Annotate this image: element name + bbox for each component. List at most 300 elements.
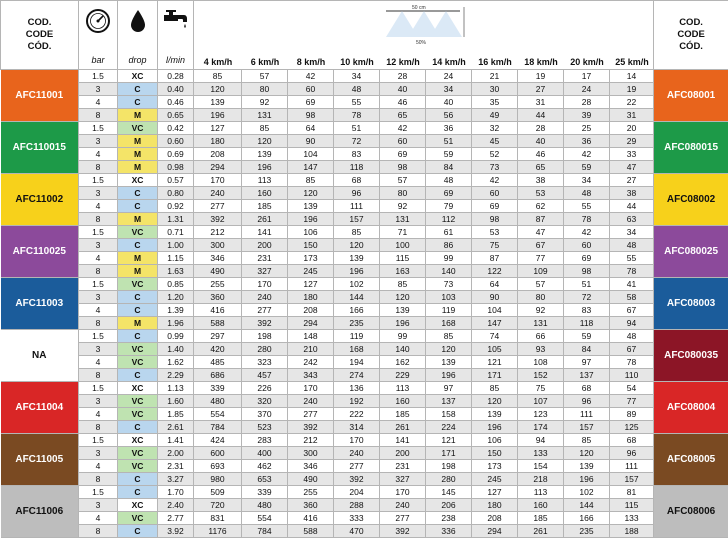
application-rate-value: 280 [242,343,288,356]
pressure-value: 1.5 [79,278,118,291]
application-rate-value: 245 [472,473,518,486]
flow-rate-value: 1.15 [158,252,194,265]
application-rate-value: 42 [564,226,610,239]
application-rate-value: 73 [426,278,472,291]
application-rate-value: 106 [288,226,334,239]
pressure-value: 4 [79,252,118,265]
droplet-class: C [118,421,158,434]
application-rate-value: 120 [242,135,288,148]
application-rate-value: 139 [472,408,518,421]
application-rate-value: 85 [242,122,288,135]
header-row [1,1,728,70]
application-rate-value: 509 [194,486,242,499]
table-row [1,317,728,330]
application-rate-value: 118 [564,317,610,330]
application-rate-value: 39 [564,109,610,122]
application-rate-value: 170 [288,382,334,395]
application-rate-value: 208 [288,304,334,317]
pressure-value: 8 [79,421,118,434]
application-rate-value: 218 [518,473,564,486]
code-header-right-line: CODE [677,29,705,40]
application-rate-value: 144 [564,499,610,512]
speed-header: 4 km/h [203,57,233,67]
droplet-class: M [118,109,158,122]
speed-header: 6 km/h [250,57,280,67]
application-rate-value: 320 [242,395,288,408]
pressure-value: 3 [79,135,118,148]
pressure-value: 3 [79,499,118,512]
application-rate-value: 300 [194,239,242,252]
application-rate-value: 19 [518,70,564,83]
application-rate-value: 60 [380,135,426,148]
application-rate-value: 64 [288,122,334,135]
table-row [1,382,728,395]
application-rate-value: 168 [426,317,472,330]
application-rate-value: 208 [472,512,518,525]
application-rate-value: 19 [610,83,654,96]
nozzle-code-left: AFC110015 [1,122,79,174]
pressure-value: 8 [79,161,118,174]
application-rate-value: 36 [564,135,610,148]
application-rate-value: 600 [194,447,242,460]
application-rate-value: 123 [518,408,564,421]
flow-rate-value: 0.71 [158,226,194,239]
application-rate-value: 653 [242,473,288,486]
speed-header: 18 km/h [524,57,558,67]
pressure-value: 8 [79,317,118,330]
droplet-class: C [118,96,158,109]
application-rate-value: 554 [194,408,242,421]
flow-rate-value: 1.70 [158,486,194,499]
application-rate-value: 277 [194,200,242,213]
application-rate-value: 162 [380,356,426,369]
application-rate-value: 111 [564,408,610,421]
application-rate-value: 173 [472,460,518,473]
application-rate-value: 58 [610,291,654,304]
application-rate-value: 420 [194,343,242,356]
application-rate-value: 424 [194,434,242,447]
application-rate-value: 94 [518,434,564,447]
faucet-icon [162,9,190,33]
pressure-value: 3 [79,395,118,408]
droplet-class: XC [118,382,158,395]
code-header-right [654,1,728,70]
table-row [1,291,728,304]
application-rate-value: 48 [564,187,610,200]
drop-header [118,1,158,70]
application-rate-value: 261 [380,421,426,434]
application-rate-value: 283 [242,434,288,447]
application-rate-value: 25 [564,122,610,135]
application-rate-value: 140 [380,343,426,356]
application-rate-value: 85 [194,70,242,83]
application-rate-value: 392 [334,473,380,486]
application-rate-value: 111 [610,460,654,473]
application-rate-value: 240 [334,447,380,460]
application-rate-value: 47 [610,161,654,174]
application-rate-value: 200 [380,447,426,460]
application-rate-value: 62 [518,200,564,213]
application-rate-value: 238 [426,512,472,525]
droplet-class: M [118,161,158,174]
application-rate-value: 196 [564,473,610,486]
application-rate-value: 141 [242,226,288,239]
application-rate-value: 120 [564,447,610,460]
application-rate-value: 120 [472,395,518,408]
application-rate-value: 102 [564,486,610,499]
droplet-class: VC [118,278,158,291]
application-rate-value: 240 [288,395,334,408]
application-rate-value: 588 [288,525,334,538]
application-rate-value: 86 [426,239,472,252]
droplet-class: VC [118,356,158,369]
application-rate-value: 75 [518,382,564,395]
speed-header: 12 km/h [386,57,420,67]
application-rate-value: 196 [288,213,334,226]
application-rate-value: 51 [564,278,610,291]
flow-rate-value: 1.60 [158,395,194,408]
code-header-left-line: CÓD. [27,41,52,52]
droplet-class: VC [118,395,158,408]
application-rate-value: 196 [194,109,242,122]
application-rate-value: 85 [334,226,380,239]
bar-label: bar [91,55,105,65]
application-rate-value: 261 [518,525,564,538]
application-rate-value: 231 [380,460,426,473]
nozzle-code-left: AFC11001 [1,70,79,122]
application-rate-value: 69 [564,252,610,265]
application-rate-value: 173 [288,252,334,265]
application-rate-value: 42 [472,174,518,187]
application-rate-value: 333 [334,512,380,525]
application-rate-value: 720 [194,499,242,512]
flow-rate-value: 0.40 [158,83,194,96]
application-rate-value: 48 [334,83,380,96]
application-rate-value: 137 [426,395,472,408]
application-rate-value: 157 [334,213,380,226]
application-rate-value: 69 [472,200,518,213]
pressure-value: 4 [79,512,118,525]
table-row [1,96,728,109]
droplet-class: C [118,525,158,538]
droplet-class: XC [118,174,158,187]
application-rate-value: 51 [334,122,380,135]
droplet-class: VC [118,343,158,356]
application-rate-value: 240 [242,291,288,304]
flow-rate-value: 0.69 [158,148,194,161]
application-rate-value: 59 [564,330,610,343]
application-rate-value: 83 [334,148,380,161]
application-rate-value: 294 [194,161,242,174]
lmin-label: l/min [165,55,185,65]
application-rate-value: 125 [610,421,654,434]
application-rate-value: 87 [472,252,518,265]
application-rate-value: 48 [426,174,472,187]
application-rate-value: 121 [426,434,472,447]
drop-label: drop [128,55,147,65]
application-rate-value: 137 [564,369,610,382]
nozzle-code-left: AFC110025 [1,226,79,278]
flow-rate-value: 1.62 [158,356,194,369]
pressure-value: 8 [79,265,118,278]
application-rate-value: 288 [334,499,380,512]
application-rate-value: 157 [610,473,654,486]
flow-rate-value: 0.42 [158,122,194,135]
application-rate-value: 24 [564,83,610,96]
flow-rate-value: 1.39 [158,304,194,317]
application-rate-value: 327 [242,265,288,278]
application-rate-value: 784 [194,421,242,434]
droplet-class: VC [118,447,158,460]
flow-rate-value: 1.13 [158,382,194,395]
droplet-class: C [118,200,158,213]
nozzle-code-left: AFC11004 [1,382,79,434]
droplet-class: M [118,135,158,148]
application-rate-value: 831 [194,512,242,525]
application-rate-value: 231 [242,252,288,265]
pressure-value: 1.5 [79,330,118,343]
application-rate-value: 157 [564,421,610,434]
droplet-class: VC [118,460,158,473]
application-rate-value: 61 [426,226,472,239]
code-header-right-line: COD. [679,17,703,28]
application-rate-value: 57 [242,70,288,83]
application-rate-value: 105 [472,343,518,356]
code-header-left [1,1,79,70]
application-rate-value: 55 [334,96,380,109]
application-rate-value: 98 [472,213,518,226]
application-rate-value: 392 [242,317,288,330]
flow-rate-value: 3.92 [158,525,194,538]
nozzle-code-right: AFC080035 [654,330,728,382]
application-rate-value: 462 [242,460,288,473]
pressure-value: 3 [79,343,118,356]
application-rate-value: 69 [288,96,334,109]
table-row [1,499,728,512]
application-rate-value: 480 [242,499,288,512]
application-rate-value: 194 [334,356,380,369]
droplet-class: VC [118,512,158,525]
application-rate-value: 145 [426,486,472,499]
application-rate-value: 160 [380,395,426,408]
flow-rate-value: 0.92 [158,200,194,213]
application-rate-value: 171 [426,447,472,460]
application-rate-value: 280 [426,473,472,486]
application-rate-value: 73 [472,161,518,174]
application-rate-value: 102 [334,278,380,291]
application-rate-value: 336 [426,525,472,538]
table-row [1,187,728,200]
application-rate-value: 148 [288,330,334,343]
table-row [1,356,728,369]
application-rate-value: 78 [610,265,654,278]
droplet-class: M [118,213,158,226]
application-rate-value: 90 [288,135,334,148]
application-rate-value: 360 [194,291,242,304]
speed-header: 10 km/h [340,57,374,67]
application-rate-value: 277 [380,512,426,525]
flow-rate-value: 1.96 [158,317,194,330]
application-rate-value: 29 [610,135,654,148]
application-rate-value: 523 [242,421,288,434]
application-rate-value: 57 [380,174,426,187]
application-rate-value: 85 [288,174,334,187]
application-rate-value: 294 [472,525,518,538]
application-rate-value: 120 [334,239,380,252]
application-rate-value: 416 [288,512,334,525]
application-rate-value: 33 [610,148,654,161]
application-rate-value: 158 [426,408,472,421]
application-rate-value: 208 [194,148,242,161]
application-rate-value: 174 [518,421,564,434]
application-rate-value: 90 [472,291,518,304]
table-row [1,486,728,499]
application-rate-value: 185 [242,200,288,213]
speed-header-group [194,1,654,70]
diagram-spacing-label: 50 cm [411,5,426,11]
application-rate-value: 139 [288,200,334,213]
application-rate-value: 69 [426,187,472,200]
nozzle-code-right: AFC08003 [654,278,728,330]
application-rate-value: 42 [288,70,334,83]
application-rate-value: 188 [610,525,654,538]
pressure-value: 8 [79,109,118,122]
application-rate-value: 107 [518,395,564,408]
application-rate-value: 81 [610,486,654,499]
application-rate-value: 75 [472,239,518,252]
nozzle-code-left: AFC11006 [1,486,79,538]
pressure-value: 8 [79,213,118,226]
application-rate-value: 339 [194,382,242,395]
nozzle-code-right: AFC080015 [654,122,728,174]
application-rate-value: 27 [518,83,564,96]
application-rate-value: 139 [334,252,380,265]
application-rate-value: 60 [472,187,518,200]
application-rate-value: 140 [426,265,472,278]
application-rate-value: 80 [380,187,426,200]
application-rate-value: 48 [610,330,654,343]
application-rate-value: 139 [380,304,426,317]
application-rate-value: 120 [380,291,426,304]
application-rate-value: 152 [518,369,564,382]
application-rate-value: 360 [288,499,334,512]
application-rate-value: 160 [518,499,564,512]
application-rate-value: 55 [610,252,654,265]
code-header-left-line: COD. [27,17,52,28]
bar-header [79,1,118,70]
table-row [1,213,728,226]
speed-header: 16 km/h [478,57,512,67]
application-rate-value: 104 [472,304,518,317]
application-rate-value: 277 [288,408,334,421]
table-row [1,278,728,291]
application-rate-value: 52 [472,148,518,161]
flow-rate-value: 0.28 [158,70,194,83]
application-rate-value: 85 [380,278,426,291]
diagram-angle-label: 50% [415,40,426,46]
application-rate-value: 119 [334,330,380,343]
nozzle-code-right: AFC080025 [654,226,728,278]
table-row [1,148,728,161]
pressure-value: 1.5 [79,70,118,83]
application-rate-value: 42 [564,148,610,161]
application-rate-value: 170 [380,486,426,499]
flow-rate-value: 0.60 [158,135,194,148]
table-row [1,395,728,408]
application-rate-value: 245 [288,265,334,278]
table-row [1,161,728,174]
application-rate-value: 204 [334,486,380,499]
application-rate-value: 115 [610,499,654,512]
application-rate-value: 113 [518,486,564,499]
pressure-value: 4 [79,148,118,161]
application-rate-value: 32 [472,122,518,135]
application-rate-value: 31 [518,96,564,109]
table-row [1,122,728,135]
table-row [1,525,728,538]
application-rate-value: 693 [194,460,242,473]
pressure-value: 1.5 [79,382,118,395]
application-rate-value: 120 [426,343,472,356]
flow-rate-value: 2.29 [158,369,194,382]
application-rate-value: 40 [518,135,564,148]
table-row [1,330,728,343]
application-rate-value: 38 [518,174,564,187]
droplet-class: XC [118,70,158,83]
application-rate-value: 41 [610,278,654,291]
table-row [1,512,728,525]
application-rate-value: 64 [472,278,518,291]
pressure-value: 8 [79,473,118,486]
table-row [1,460,728,473]
application-rate-value: 92 [518,304,564,317]
application-rate-value: 198 [426,460,472,473]
application-rate-value: 49 [472,109,518,122]
application-rate-value: 400 [242,447,288,460]
application-rate-value: 212 [288,434,334,447]
application-rate-value: 97 [564,356,610,369]
application-rate-value: 78 [610,356,654,369]
application-rate-value: 44 [610,200,654,213]
droplet-class: XC [118,434,158,447]
application-rate-value: 196 [242,161,288,174]
application-rate-value: 68 [334,174,380,187]
application-rate-value: 36 [426,122,472,135]
application-rate-value: 255 [194,278,242,291]
application-rate-value: 30 [472,83,518,96]
application-rate-value: 554 [242,512,288,525]
application-rate-value: 686 [194,369,242,382]
application-rate-value: 294 [288,317,334,330]
code-header-left-line: CODE [25,29,54,40]
table-row [1,447,728,460]
application-rate-value: 71 [380,226,426,239]
application-rate-value: 34 [610,226,654,239]
application-rate-value: 120 [194,83,242,96]
application-rate-value: 210 [288,343,334,356]
application-rate-value: 54 [610,382,654,395]
speed-header: 20 km/h [570,57,604,67]
application-rate-value: 60 [564,239,610,252]
droplet-class: C [118,187,158,200]
application-rate-value: 98 [288,109,334,122]
application-rate-value: 78 [564,213,610,226]
pressure-value: 3 [79,187,118,200]
application-rate-value: 89 [610,408,654,421]
application-rate-value: 185 [380,408,426,421]
nozzle-code-left: AFC11002 [1,174,79,226]
application-rate-value: 96 [564,395,610,408]
